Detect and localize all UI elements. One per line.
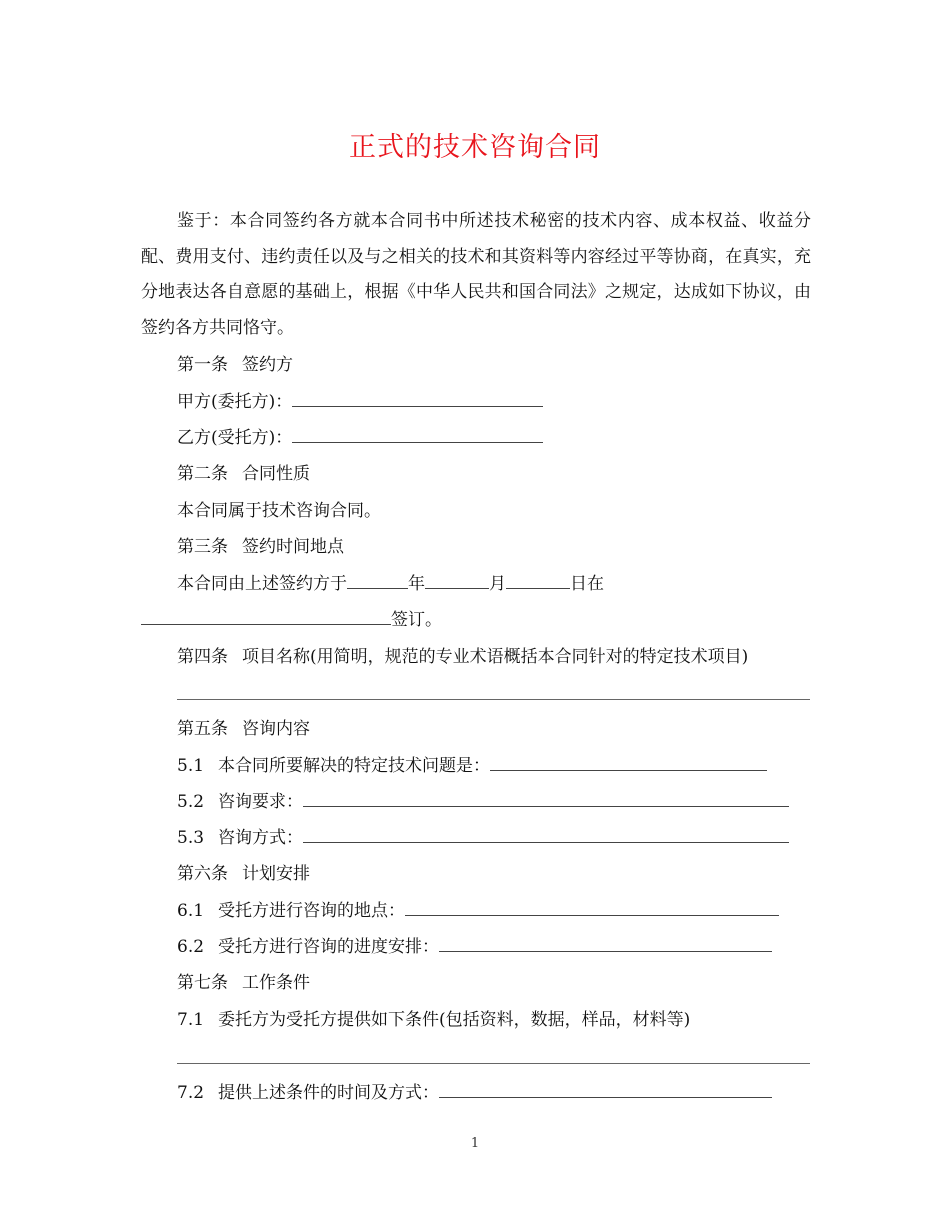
- clause-number: 5.2: [177, 792, 205, 812]
- article-title: 咨询内容: [242, 719, 310, 739]
- article-number: 第七条: [177, 973, 228, 993]
- clause-text: 受托方进行咨询的地点：: [218, 901, 406, 921]
- article-title: 工作条件: [242, 973, 310, 993]
- clause-number: 7.1: [177, 1010, 205, 1030]
- clause-5-1: [177, 754, 767, 778]
- clause-6-2: [177, 935, 772, 959]
- signing-date-line: [177, 572, 604, 596]
- article-number: 第三条: [177, 537, 228, 557]
- article-4-heading: [177, 645, 748, 669]
- month-label: 月: [489, 574, 506, 594]
- article-number: 第六条: [177, 864, 228, 884]
- article-2-heading: [177, 462, 310, 486]
- year-blank: [347, 572, 408, 589]
- clause-number: 6.1: [177, 901, 205, 921]
- clause-blank: [490, 754, 767, 771]
- article-title: 合同性质: [242, 464, 310, 484]
- article-number: 第四条: [177, 647, 228, 667]
- clause-text: 咨询要求：: [218, 792, 304, 812]
- year-label: 年: [408, 574, 425, 594]
- clause-5-2: [177, 790, 789, 814]
- article-number: 第一条: [177, 355, 228, 375]
- signing-place-line: [141, 608, 442, 632]
- article-6-heading: [177, 862, 310, 886]
- contract-nature-text: 本合同属于技术咨询合同。: [177, 501, 381, 521]
- clause-text: 委托方为受托方提供如下条件(包括资料，数据，样品，材料等): [218, 1010, 691, 1030]
- article-number: 第五条: [177, 719, 228, 739]
- party-a-label: 甲方(委托方)：: [177, 392, 293, 412]
- day-blank: [506, 572, 570, 589]
- article-title: 签约时间地点: [242, 537, 344, 557]
- clause-7-1: [177, 1008, 690, 1032]
- intro-paragraph: 鉴于：本合同签约各方就本合同书中所述技术秘密的技术内容、成本权益、收益分配、费用支付、违约责任以及与之相关的技术和其资料等内容经过平等协商，在真实，充分地表达各自意愿的基础上，根据《中华人民共和国合同法》之规定，达成如下协议，由签约各方共同恪守。: [141, 211, 811, 338]
- clause-6-1: [177, 899, 779, 923]
- clause-blank: [439, 935, 772, 952]
- clause-blank: [303, 790, 789, 807]
- signed-label: 签订。: [391, 610, 442, 630]
- clause-number: 5.3: [177, 828, 205, 848]
- clause-blank: [405, 899, 779, 916]
- article-5-heading: [177, 717, 310, 741]
- signing-prefix: 本合同由上述签约方于: [177, 574, 347, 594]
- party-a-blank: [292, 390, 543, 407]
- article-title: 签约方: [242, 355, 293, 375]
- clause-text: 本合同所要解决的特定技术问题是：: [218, 756, 491, 776]
- clause-text: 受托方进行咨询的进度安排：: [218, 937, 440, 957]
- clause-text: 提供上述条件的时间及方式：: [218, 1083, 440, 1103]
- article-title: 项目名称(用简明，规范的专业术语概括本合同针对的特定技术项目): [242, 647, 749, 667]
- party-b-blank: [292, 426, 543, 443]
- month-blank: [425, 572, 489, 589]
- page-number: 1: [470, 1136, 480, 1151]
- article-3-heading: [177, 535, 344, 559]
- article-title: 计划安排: [242, 864, 310, 884]
- clause-text: 咨询方式：: [218, 828, 304, 848]
- conditions-blank: [177, 1063, 810, 1064]
- article-1-heading: [177, 353, 293, 377]
- party-a-line: [177, 390, 543, 414]
- place-blank: [141, 608, 391, 625]
- clause-number: 7.2: [177, 1083, 205, 1103]
- party-b-line: [177, 426, 543, 450]
- clause-blank: [439, 1081, 772, 1098]
- document-title: 正式的技术咨询合同: [349, 132, 601, 163]
- clause-number: 6.2: [177, 937, 205, 957]
- article-7-heading: [177, 971, 310, 995]
- day-label: 日在: [570, 574, 604, 594]
- project-name-blank: [177, 699, 810, 700]
- clause-number: 5.1: [177, 756, 205, 776]
- party-b-label: 乙方(受托方)：: [177, 428, 293, 448]
- article-number: 第二条: [177, 464, 228, 484]
- clause-blank: [303, 826, 789, 843]
- clause-7-2: [177, 1081, 772, 1105]
- clause-5-3: [177, 826, 789, 850]
